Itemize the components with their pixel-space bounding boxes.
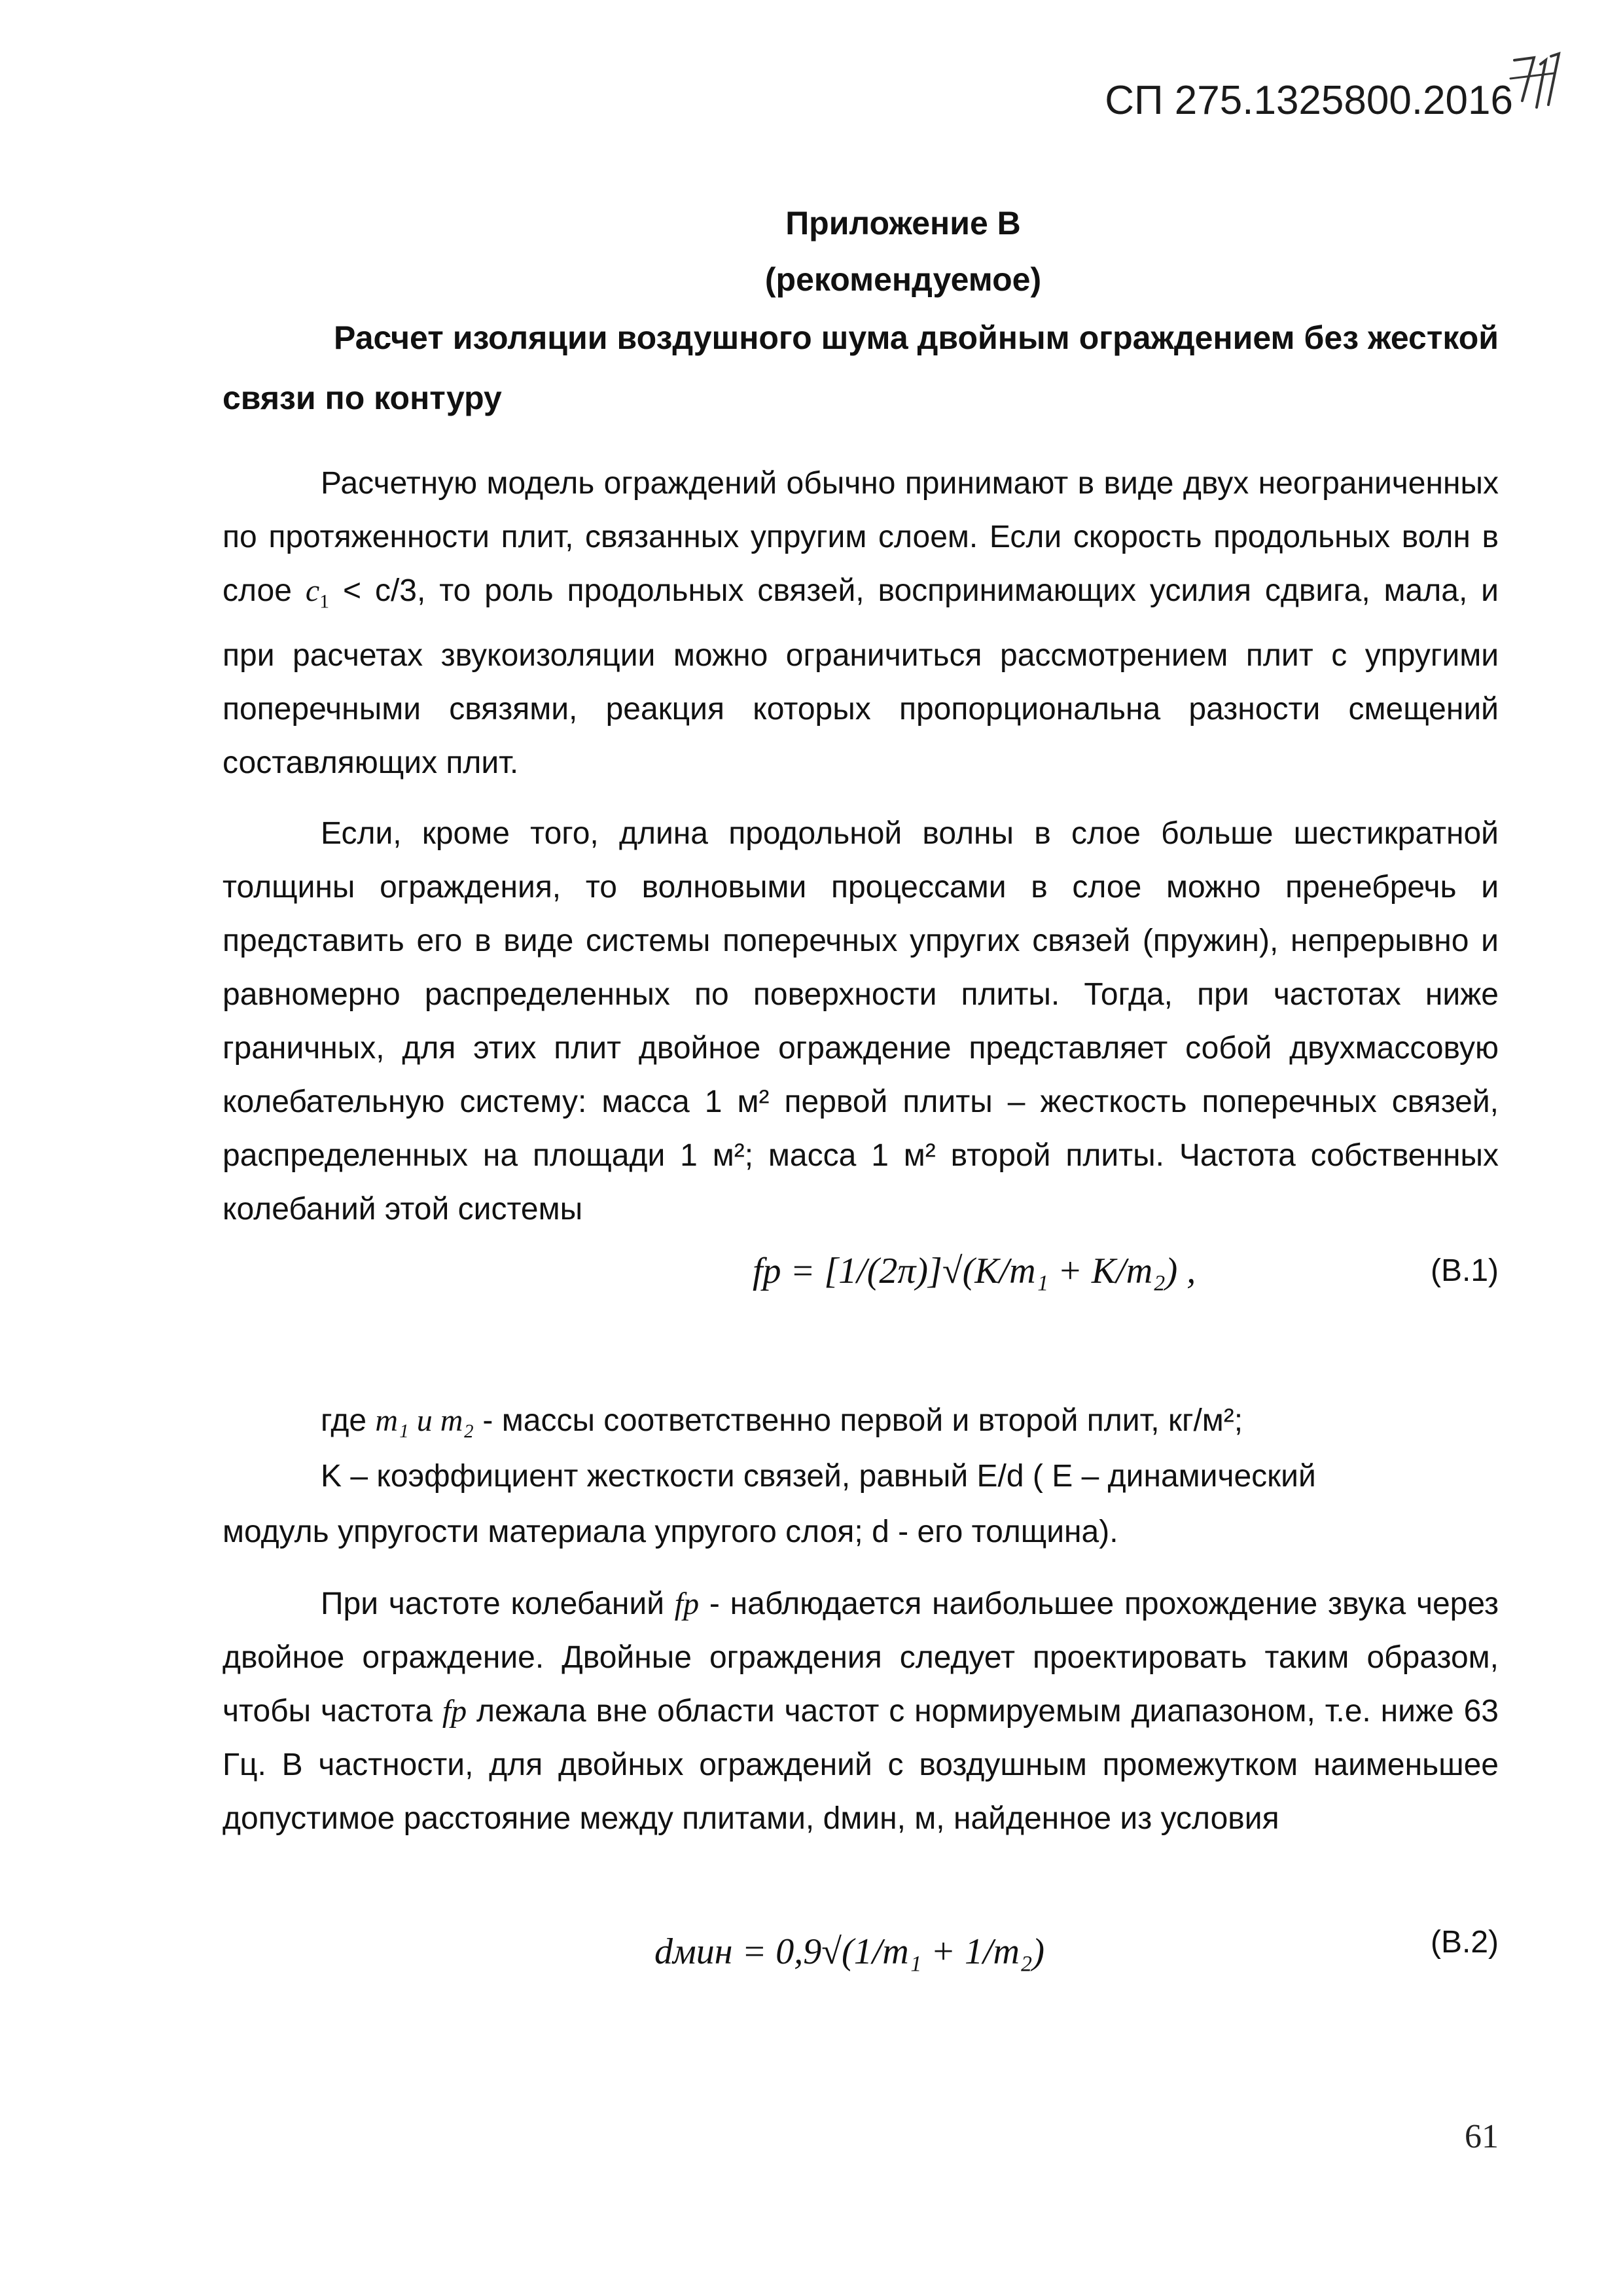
formula-b2-expression: dмин = 0,9√(1/m₁ + 1/m₂) <box>654 1931 1045 1972</box>
formula-b1 <box>223 1237 1499 1316</box>
paragraph-2 <box>223 807 1499 1236</box>
paragraph-2-text: Если, кроме того, длина продольной волны в слое больше шестикратной толщины ограждения, то волновыми процессами в слое можно пренебречь и представить его в виде системы поперечных упругих связей (пружин), непрерывно и равномерно распределенных по поверхности плиты. Тогда, при частотах ниже граничных, для этих плит двойное ограждение представляет собой двухмассовую колебательную систему: масса 1 м² первой плиты – жесткость поперечных связей, распределенных на площади 1 м²; масса 1 м² второй плиты. Частота собственных колебаний этой системы <box>223 816 1499 1227</box>
formula-b2 <box>223 1905 1499 2003</box>
formula-b2-number: (В.2) <box>1430 1925 1499 1960</box>
paragraph-1 <box>223 457 1499 790</box>
legend-masses-text: - массы соответственно первой и второй плит, кг/м²; <box>474 1403 1243 1438</box>
legend-masses <box>321 1394 1499 1448</box>
paragraph-1-text-b: < c/3, то роль продольных связей, воспринимающих усилия сдвига, мала, и при расчетах звукоизоляции можно ограничиться рассмотрением плит с упругими поперечными связями, реакция которых пропорциональна разности смещений составляющих плит. <box>223 573 1499 780</box>
paragraph-3-text-a: При частоте колебаний <box>321 1587 675 1621</box>
document-code: СП 275.1325800.2016 <box>1105 78 1513 123</box>
page-number: 61 <box>1465 2118 1499 2155</box>
symbol-fp: fр <box>674 1587 700 1621</box>
paragraph-3-text-c: лежала вне области частот с нормируемым диапазоном, т.е. ниже 63 Гц. В частности, для двойных ограждений с воздушным промежутком наименьшее допустимое расстояние между плитами, dмин, м, найденное из условия <box>223 1694 1499 1836</box>
formula-b1-number: (В.1) <box>1430 1253 1499 1288</box>
paragraph-3 <box>223 1577 1499 1846</box>
legend-stiffness-cont: модуль упругости материала упругого слоя; d - его толщина). <box>223 1515 1118 1549</box>
legend-stiffness: K – коэффициент жесткости связей, равный E/d ( E – динамический <box>321 1459 1316 1494</box>
legend-m-symbols: m₁ и m₂ <box>375 1403 474 1438</box>
appendix-status: (рекомендуемое) <box>764 261 1042 298</box>
section-title: Расчет изоляции воздушного шума двойным ограждением без жесткой связи по контуру <box>223 319 1499 416</box>
paragraph-3-text-b: - наблюдается наибольшее прохождение звука через двойное ограждение. Двойные ограждения следует проектировать таким образом, чтобы частота <box>223 1587 1499 1729</box>
legend-where: где <box>321 1403 376 1438</box>
appendix-title: Приложение В <box>785 205 1021 242</box>
handwritten-page-mark <box>1505 45 1577 117</box>
symbol-c1: $c_1$ <box>305 573 330 613</box>
paragraph-1-text-a: Расчетную модель ограждений обычно принимают в виде двух неограниченных по протяженности плит, связанных упругим слоем. Если скорость продольных волн в слое <box>223 466 1499 608</box>
symbol-fp-2: fр <box>442 1694 467 1729</box>
formula-b1-expression: fр = [1/(2π)]√(K/m₁ + K/m₂) , <box>753 1251 1196 1291</box>
